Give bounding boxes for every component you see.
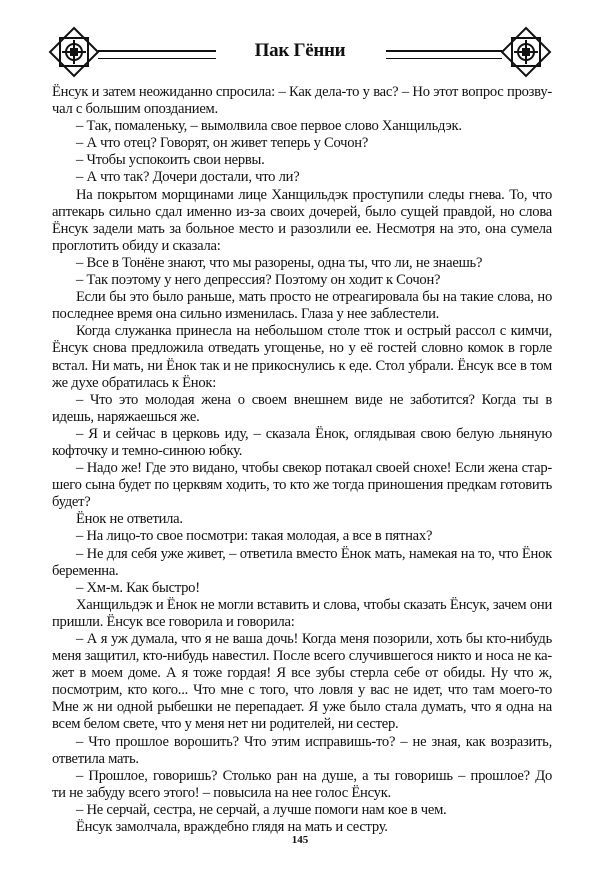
text-line: – А я уж думала, что я не ваша дочь! Когда меня позорили, хоть бы кто-нибудь (76, 631, 552, 647)
text-line: – Хм-м. Как быстро! (76, 579, 200, 596)
text-line: Ёнсук замолчала, враждебно глядя на мать и сестру. (76, 819, 388, 836)
text-line: – Чтобы успокоить свои нервы. (76, 152, 265, 169)
text-line: – А что отец? Говорят, он живет теперь у Сочон? (76, 135, 369, 152)
text-line: – Прошлое, говоришь? Столько ран на душе, а ты говоришь – прошлое? До (76, 767, 552, 784)
text-line: будет? (52, 494, 91, 511)
text-line: последнее время она сильно изменилась. Глаза у нее заблестели. (52, 306, 440, 323)
text-line: На покрытом морщинами лице Ханщильдэк проступили следы гнева. То, что (76, 186, 552, 203)
text-line: пришли. Ёнсук все говорила и говорила: (52, 613, 295, 630)
text-line: меня защитил, кто-нибудь навестил. После всего случившегося никто и носа не ка- (52, 648, 552, 665)
text-line: беременна. (52, 562, 119, 579)
text-line: шего сына будет по церквям ходить, то кто же тогда приношения предкам готовить (52, 477, 552, 494)
text-line: – Что прошлое ворошить? Что этим исправишь-то? – не зная, как возразить, (76, 733, 552, 750)
text-line: идешь, наряжаешься же. (52, 408, 200, 425)
text-line: – Надо же! Где это видано, чтобы свекор потакал своей снохе! Если жена стар- (76, 460, 552, 477)
text-line: – А что так? Дочери достали, что ли? (76, 169, 300, 186)
running-header (0, 24, 600, 80)
text-line: – На лицо-то свое посмотри: такая молодая, а все в пятнах? (76, 528, 433, 545)
text-line: – Так, помаленьку, – вымолвила свое первое слово Ханщильдэк. (76, 118, 462, 135)
text-line: Ёнсук и затем неожиданно спросила: – Как дела-то у вас? – Но этот вопрос прозву- (52, 84, 552, 100)
text-line: аптекарь сильно сдал именно из-за своих дочерей, было сущей правдой, но слова (52, 203, 552, 220)
header-rule-right (386, 50, 502, 59)
text-line: же духе обратилась к Ёнок: (52, 374, 217, 391)
text-line: Если бы это было раньше, мать просто не отреагировала бы на такие слова, но (76, 289, 552, 306)
text-line: посмотрим, кто кого... Что мне с того, что ловля у вас не идет, что там моего-то (52, 682, 552, 699)
text-line: всем белом свете, что у меня нет ни родителей, ни сестер. (52, 716, 399, 733)
body-text (52, 84, 552, 836)
text-line: – Я и сейчас в церковь иду, – сказала Ёнок, оглядывая свою белую льняную (76, 425, 552, 442)
text-line: встал. Ни мать, ни Ёнок так и не прикоснулись к еде. Стол убрали. Ёнсук все в том (52, 357, 552, 374)
text-line: – Не серчай, сестра, не серчай, а лучше помоги нам кое в чем. (76, 801, 447, 818)
text-line: – Все в Тонёне знают, что мы разорены, одна ты, что ли, не знаешь? (76, 254, 483, 271)
page-title: Пак Гённи (254, 40, 346, 61)
text-line: – Не для себя уже живет, – ответила вместо Ёнок мать, намекая на то, что Ёнок (76, 545, 552, 562)
rosette-ornament-icon (500, 26, 552, 78)
text-line: Ёнок не ответила. (76, 511, 183, 528)
text-line: проглотить обиду и сказала: (52, 237, 221, 254)
text-line: – Что это молодая жена о своем внешнем виде не заботится? Когда ты в (76, 391, 552, 408)
text-line: Мне ж ни одной рыбешки не перепадает. Я уже было стала думать, что я одна на (52, 699, 552, 716)
page-number: 145 (291, 834, 309, 846)
text-line: жет в моем доме. А я тоже гордая! Я все зубы стерла себе от обиды. Ну что ж, (52, 665, 552, 682)
text-line: ответила мать. (52, 750, 139, 767)
text-line: ти не забуду всего этого! – повысила на нее голос Ёнсук. (52, 784, 391, 801)
text-line: Ёнсук снова предложила отведать угощенье, но у её гостей словно комок в горле (52, 340, 552, 357)
text-line: чал с большим опозданием. (52, 101, 218, 118)
text-line: – Так поэтому у него депрессия? Поэтому он ходит к Сочон? (76, 272, 441, 289)
text-line: Ёнсук задели мать за больное место и разозлили ее. Несмотря на это, она сумела (52, 220, 552, 237)
text-line: Ханщильдэк и Ёнок не могли вставить и слова, чтобы сказать Ёнсук, зачем они (76, 596, 552, 613)
text-line: кофточку и темно-синюю юбку. (52, 442, 243, 459)
text-line: Когда служанка принесла на небольшом столе тток и острый рассол с кимчи, (76, 323, 552, 340)
